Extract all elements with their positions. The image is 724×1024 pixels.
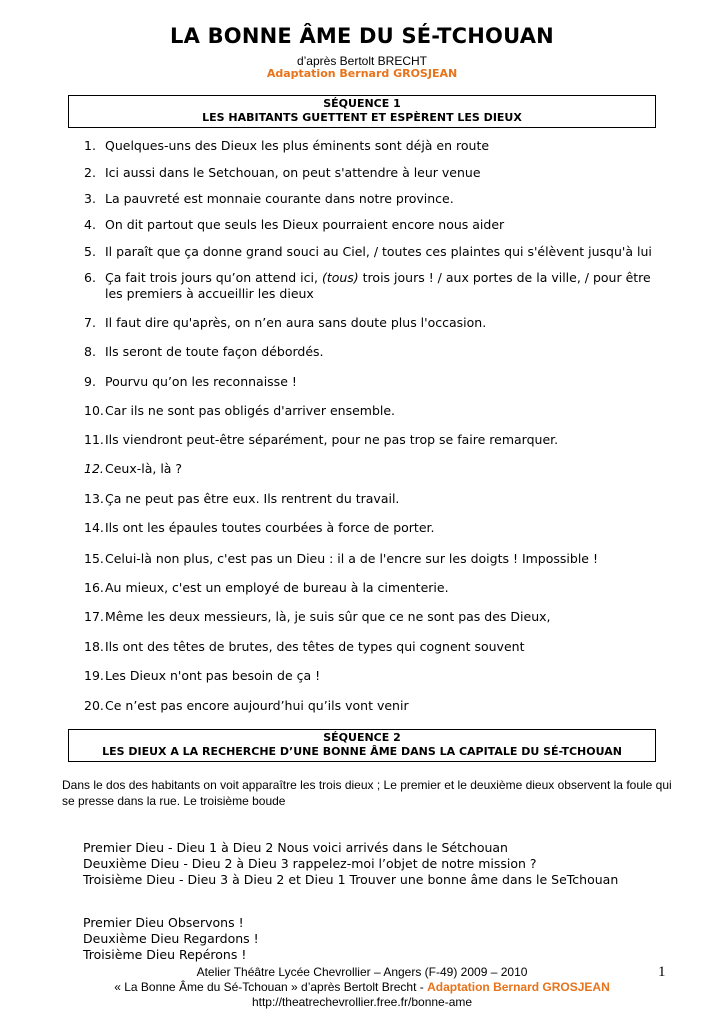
line-text: Celui-là non plus, c'est pas un Dieu : il a de l'encre sur les doigts ! Impossible ! (105, 551, 598, 566)
line-number: 3. (84, 191, 96, 206)
line-number: 10. (84, 403, 104, 418)
dialogue-line: Deuxième Dieu - Dieu 2 à Dieu 3 rappelez-moi l’objet de notre mission ? (83, 856, 537, 871)
line-text: Ça ne peut pas être eux. Ils rentrent du travail. (105, 491, 400, 506)
line-text: On dit partout que seuls les Dieux pourraient encore nous aider (105, 217, 505, 232)
line-number: 19. (84, 668, 104, 683)
sequence-1-title: LES HABITANTS GUETTENT ET ESPÈRENT LES DIEUX (202, 111, 522, 124)
line-text: Ils ont les épaules toutes courbées à force de porter. (105, 520, 435, 535)
line-text: Au mieux, c'est un employé de bureau à la cimenterie. (105, 580, 449, 595)
line-text: Ceux-là, là ? (105, 461, 183, 476)
line-number: 9. (84, 374, 96, 389)
line-number: 1. (84, 138, 96, 153)
line-number: 12. (84, 461, 104, 476)
dialogue-line: Troisième Dieu Repérons ! (83, 947, 247, 962)
sequence-2-label: SÉQUENCE 2 (323, 731, 401, 744)
line-text: La pauvreté est monnaie courante dans notre province. (105, 191, 454, 206)
line-text-part: trois jours ! / aux portes de la ville, / pour être les premiers à accueillir les dieux (105, 270, 651, 301)
line-text: Ici aussi dans le Setchouan, on peut s'attendre à leur venue (105, 165, 481, 180)
line-text-part: Ça fait trois jours qu’on attend ici, (105, 270, 322, 285)
line-text: Ce n’est pas encore aujourd’hui qu’ils vont venir (105, 698, 409, 713)
line-text: Pourvu qu’on les reconnaisse ! (105, 374, 297, 389)
line-number: 5. (84, 244, 96, 259)
line-text: Ils ont des têtes de brutes, des têtes de types qui cognent souvent (105, 639, 525, 654)
line-number: 4. (84, 217, 96, 232)
sequence-2-box (68, 729, 656, 762)
dialogue-line: Premier Dieu - Dieu 1 à Dieu 2 Nous voici arrivés dans le Sétchouan (83, 840, 508, 855)
sequence-1-box (68, 95, 656, 128)
page-number: 1 (658, 964, 666, 980)
line-number: 2. (84, 165, 96, 180)
footer-adaptation: Adaptation Bernard GROSJEAN (427, 980, 610, 994)
line-number: 6. (84, 270, 96, 285)
page-title: LA BONNE ÂME DU SÉ-TCHOUAN (170, 24, 554, 48)
sequence-2-title: LES DIEUX A LA RECHERCHE D’UNE BONNE ÂME DANS LA CAPITALE DU SÉ-TCHOUAN (102, 745, 622, 758)
line-text: Ils seront de toute façon débordés. (105, 344, 324, 359)
line-text: Même les deux messieurs, là, je suis sûr que ce ne sont pas des Dieux, (105, 609, 551, 624)
footer-url[interactable]: http://theatrechevrollier.free.fr/bonne-ame (251, 995, 473, 1009)
sequence-1-label: SÉQUENCE 1 (323, 97, 401, 110)
stage-direction: (tous) (321, 270, 359, 285)
line-text: Car ils ne sont pas obligés d'arriver ensemble. (105, 403, 396, 418)
line-number: 14. (84, 520, 104, 535)
stage-description: Dans le dos des habitants on voit apparaître les trois dieux ; Le premier et le deuxième dieux observent la foule qui se presse dans la rue. Le troisième boude (62, 778, 672, 808)
adaptation-credit: Adaptation Bernard GROSJEAN (266, 67, 458, 80)
dialogue-line: Deuxième Dieu Regardons ! (83, 931, 259, 946)
line-number: 18. (84, 639, 104, 654)
footer-line-2 (0, 980, 724, 995)
line-text: Ils viendront peut-être séparément, pour ne pas trop se faire remarquer. (105, 432, 559, 447)
footer-line-1: Atelier Théâtre Lycée Chevrollier – Angers (F-49) 2009 – 2010 (196, 965, 528, 979)
line-text: Les Dieux n'ont pas besoin de ça ! (105, 668, 321, 683)
footer-credit: « La Bonne Âme du Sé-Tchouan » d’après Bertolt Brecht - (114, 980, 428, 994)
dialogue-line: Premier Dieu Observons ! (83, 915, 244, 930)
line-number: 7. (84, 315, 96, 330)
line-number: 20. (84, 698, 104, 713)
line-text: Il faut dire qu'après, on n’en aura sans doute plus l'occasion. (105, 315, 487, 330)
line-number: 11. (84, 432, 104, 447)
line-text (105, 270, 665, 302)
line-number: 8. (84, 344, 96, 359)
line-number: 17. (84, 609, 104, 624)
line-number: 13. (84, 491, 104, 506)
line-number: 15. (84, 551, 104, 566)
line-text: Quelques-uns des Dieux les plus éminents sont déjà en route (105, 138, 490, 153)
subtitle: d’après Bertolt BRECHT (296, 54, 428, 68)
line-text: Il paraît que ça donne grand souci au Ciel, / toutes ces plaintes qui s'élèvent jusqu'à lui (105, 244, 652, 259)
dialogue-line: Troisième Dieu - Dieu 3 à Dieu 2 et Dieu 1 Trouver une bonne âme dans le SeTchouan (83, 872, 619, 887)
line-number: 16. (84, 580, 104, 595)
